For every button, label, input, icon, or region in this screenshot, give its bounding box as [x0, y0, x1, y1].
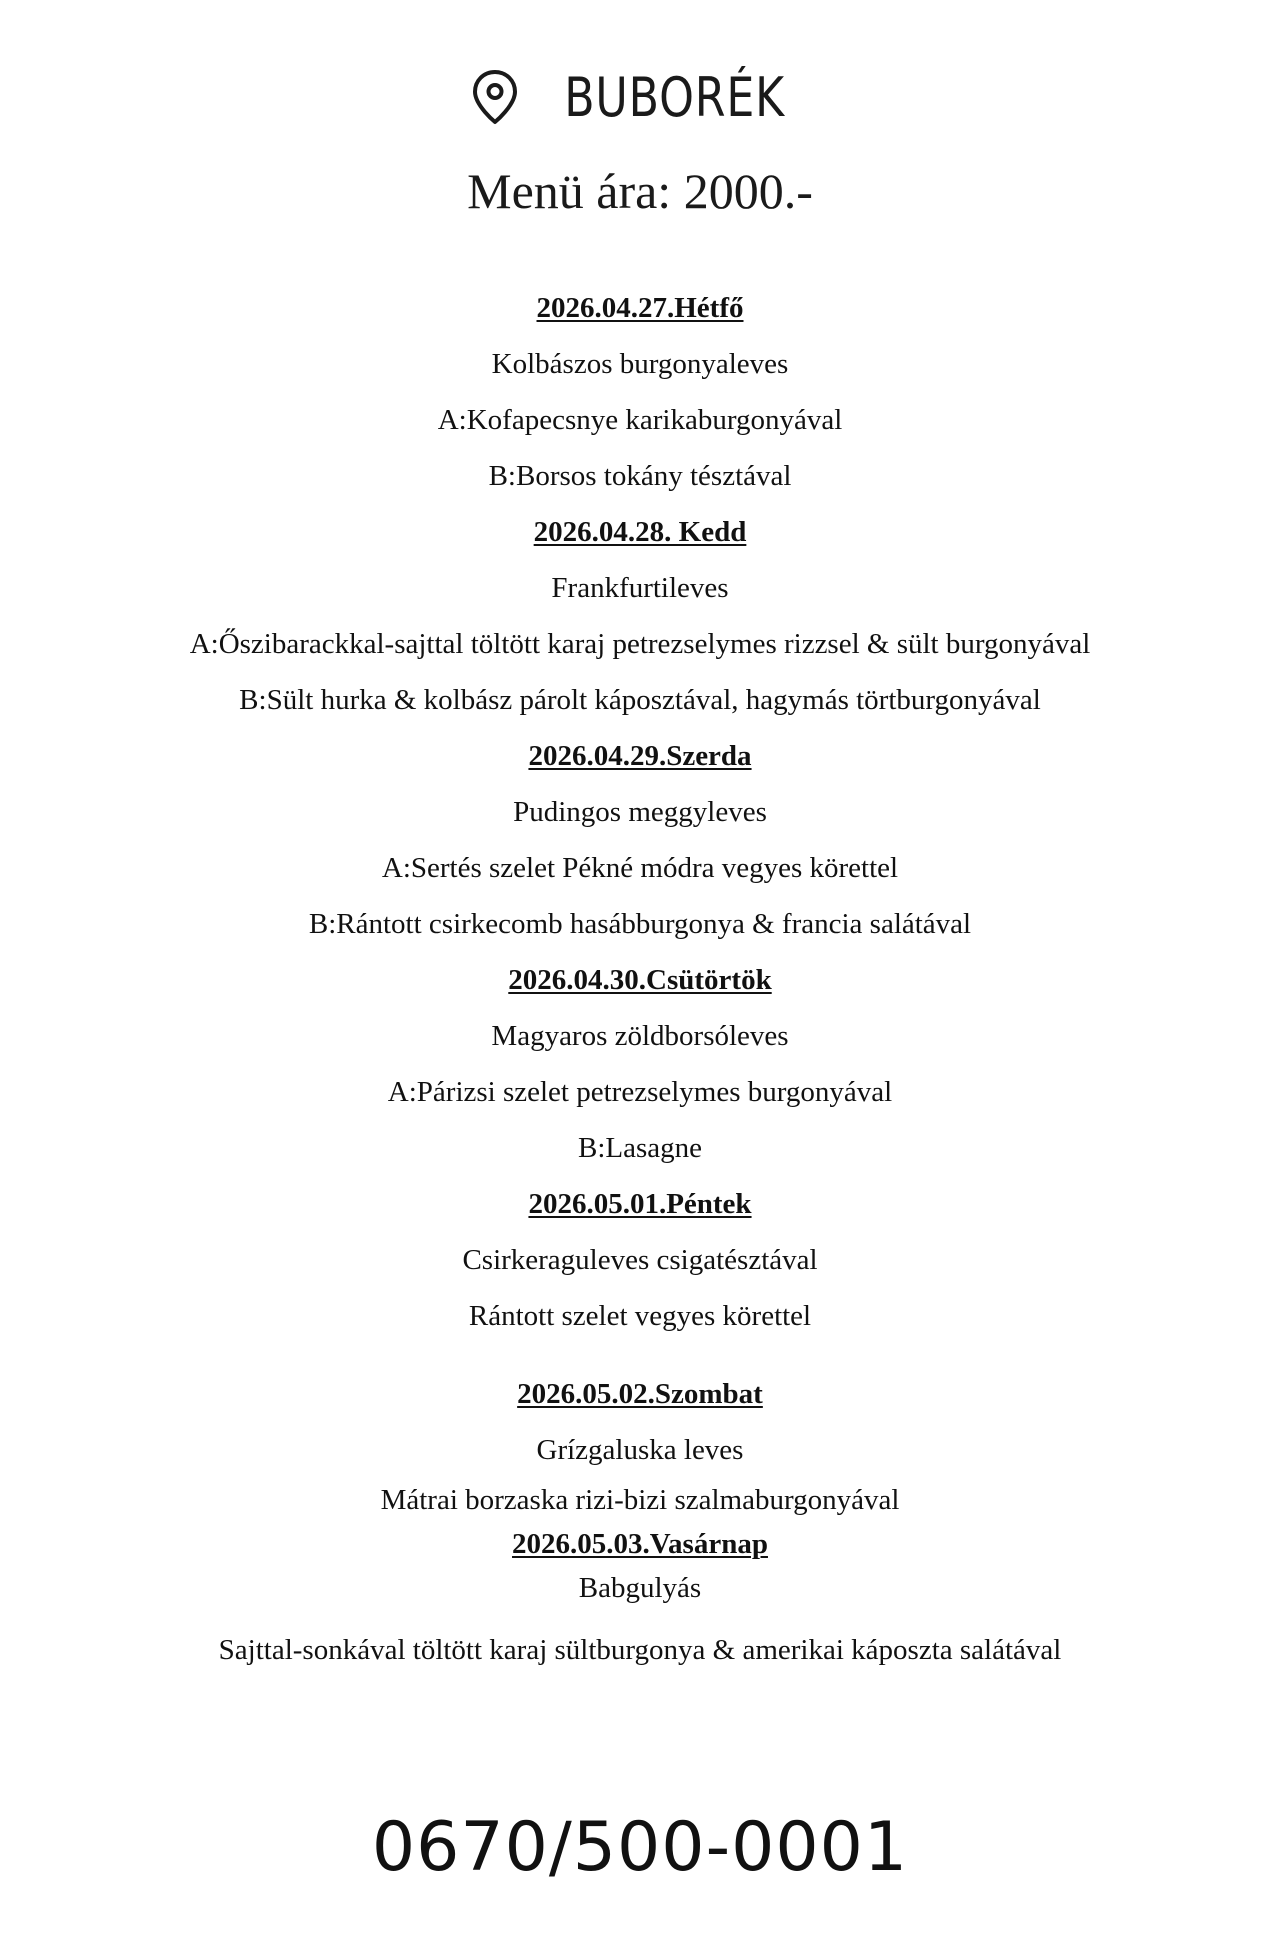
menu-item-main: Mátrai borzaska rizi-bizi szalmaburgonyával: [380, 1483, 900, 1516]
day-date-thursday: 2026.04.30.Csütörtök: [508, 963, 772, 996]
menu-item-a: A:Kofapecsnye karikaburgonyával: [437, 403, 843, 436]
weekly-menu: [0, 280, 1280, 1678]
menu-item-soup: Grízgaluska leves: [536, 1433, 744, 1466]
menu-item-soup: Magyaros zöldborsóleves: [491, 1019, 789, 1052]
menu-item-soup: Csirkeraguleves csigatésztával: [462, 1243, 818, 1276]
menu-item-b: B:Rántott csirkecomb hasábburgonya & francia salátával: [308, 907, 972, 940]
menu-price: Menü ára: 2000.-: [467, 163, 813, 219]
day-date-wednesday: 2026.04.29.Szerda: [528, 739, 752, 772]
menu-item-b: B:Borsos tokány tésztával: [488, 459, 792, 492]
day-date-monday: 2026.04.27.Hétfő: [536, 291, 744, 324]
menu-item-a: A:Párizsi szelet petrezselymes burgonyával: [387, 1075, 893, 1108]
day-date-friday: 2026.05.01.Péntek: [528, 1187, 752, 1220]
brand-header: [0, 62, 1280, 132]
menu-item-soup: Babgulyás: [578, 1571, 702, 1604]
map-pin-icon: [470, 68, 520, 126]
menu-item-soup: Frankfurtileves: [551, 571, 729, 604]
phone-number: 0670/500-0001: [371, 1808, 909, 1887]
menu-item-main: Sajttal-sonkával töltött karaj sültburgonya & amerikai káposzta salátával: [218, 1633, 1062, 1666]
menu-item-main: Rántott szelet vegyes körettel: [468, 1299, 812, 1332]
day-date-saturday: 2026.05.02.Szombat: [517, 1377, 763, 1410]
menu-item-soup: Kolbászos burgonyaleves: [491, 347, 789, 380]
day-date-tuesday: 2026.04.28. Kedd: [533, 515, 747, 548]
day-date-sunday: 2026.05.03.Vasárnap: [512, 1527, 768, 1560]
brand-name: BUBORÉK: [564, 65, 786, 129]
menu-item-b: B:Sült hurka & kolbász párolt káposztával, hagymás törtburgonyával: [239, 683, 1041, 716]
menu-item-soup: Pudingos meggyleves: [513, 795, 767, 828]
menu-item-a: A:Őszibarackkal-sajttal töltött karaj petrezselymes rizzsel & sült burgonyával: [189, 627, 1091, 660]
menu-item-b: B:Lasagne: [577, 1131, 702, 1164]
menu-item-a: A:Sertés szelet Pékné módra vegyes körettel: [381, 851, 899, 884]
